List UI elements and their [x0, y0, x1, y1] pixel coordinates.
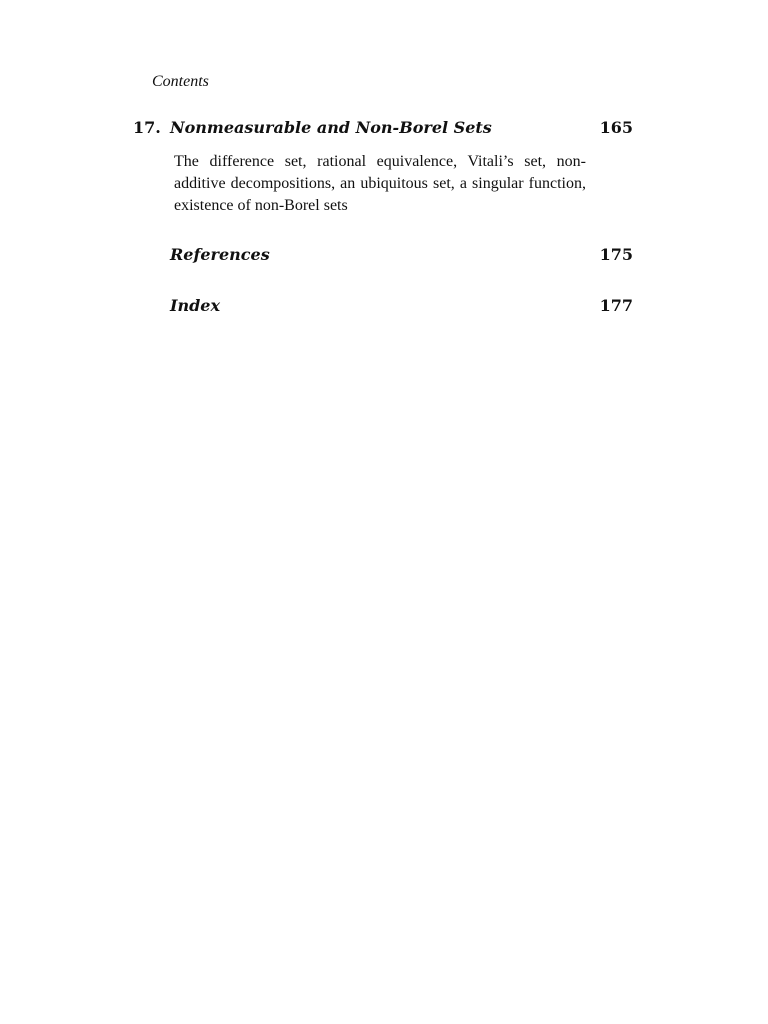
references-page-number: 175 [599, 245, 633, 264]
chapter-title: Nonmeasurable and Non-Borel Sets [170, 118, 492, 137]
index-page-number: 177 [599, 296, 633, 315]
references-title: References [170, 245, 270, 264]
index-title: Index [170, 296, 221, 315]
toc-references[interactable] [170, 245, 633, 269]
chapter-page-number: 165 [599, 118, 633, 137]
chapter-description: The difference set, rational equivalence, Vitali’s set, non-additive decompositions, an ubiquitous set, a singular function, existence of non-Borel sets [174, 153, 586, 214]
running-head: Contents [152, 73, 209, 90]
chapter-number: 17. [133, 118, 161, 137]
toc-chapter-17[interactable] [133, 118, 633, 142]
toc-index[interactable] [170, 296, 633, 320]
